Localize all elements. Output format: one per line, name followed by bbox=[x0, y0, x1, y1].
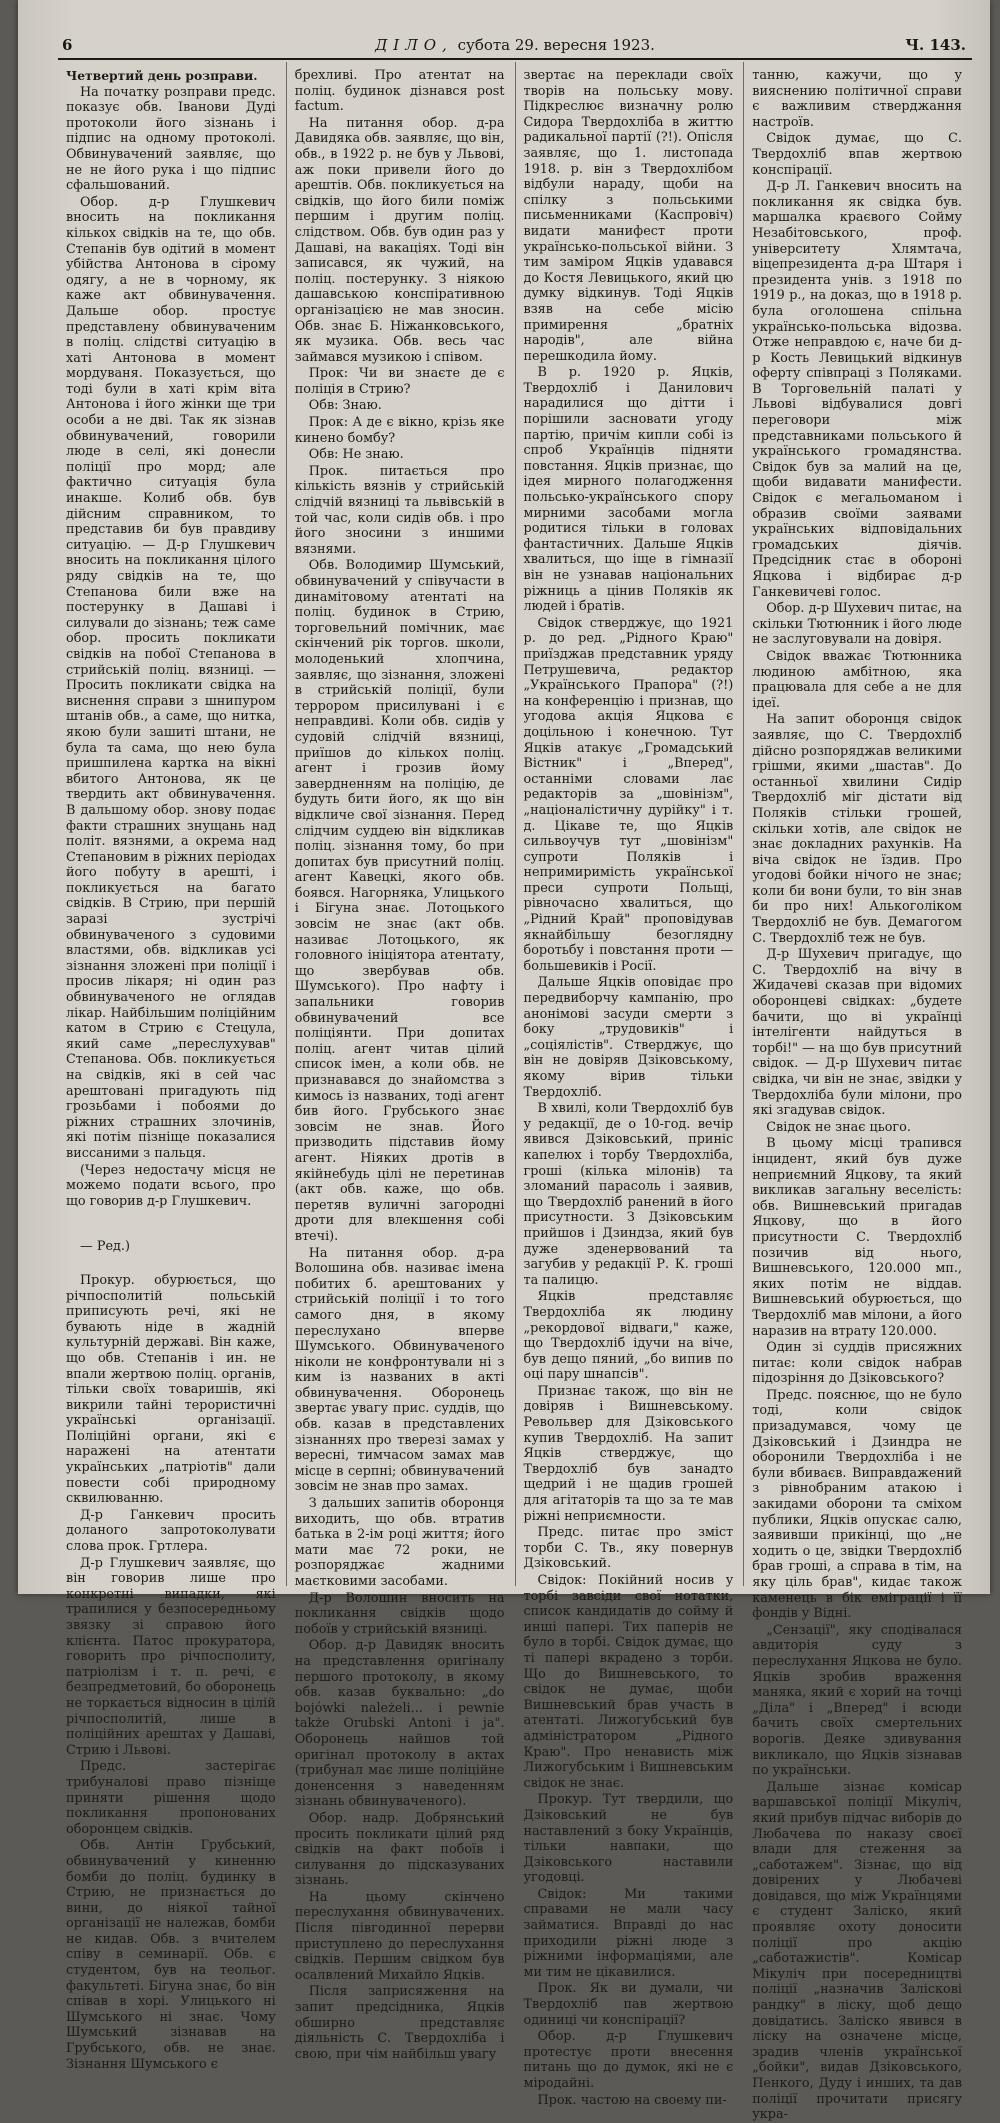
paragraph: Д-р Л. Ганкевич вносить на покликання як свідка був. маршалка краєвого Сойму Незабітовського, проф. університету Хлямтача, віцепрезидента д-ра Штаря і президента унів. з 1918 по 1919 р., на доказ, що в 1918 р. була оголошена спільна українсько-польська відозва. Отже неправдою є, наче би д-р Кость Левицький відкинув оферту співпраці з Поляками. В Торговельній палаті у Львові відбувалися довгі переговори між представниками польського й українського громадянства. Свідок був за малий на це, щоби видавати манифести. Свідок є мегальоманом і образив своїми заявами українських відповідальних громадських діячів. Предсідник стає в обороні Яцкова і відбирає д-р Ганкевичеві голос. bbox=[752, 179, 962, 600]
issue-date: субота 29. вересня 1923. bbox=[457, 36, 655, 54]
paragraph: Д-р Ганкевич просить доланого запротоколувати слова прок. Гртлера. bbox=[66, 1507, 276, 1555]
paragraph: Прокур. обурюється, що річпосполитій польській приписують речі, які не бувають ніде в жадній культурній державі. Він каже, що обв. Степанів і ин. не впали жертвою поліц. органів, тільки своїх товаришів, які викрили тайні терористичні українські організації. Поліційні органи, які є наражені на атентати українських „патріотів" дали повести собі природному сквилюванню. bbox=[66, 1272, 276, 1507]
paragraph: Прок. питається про кількість вязнів у стрийській слідчій вязниці та львівській в той час, коли сидів обв. і про його зносини з иншими вязнями. bbox=[294, 463, 505, 557]
paragraph: Свідок стверджує, що 1921 р. до ред. „Рідного Краю" приїзджав представник уряду Петрушевича, редактор „Українського Прапора" (?!) на конференцію і признав, що угодова акція Яцкова є доцільною і конечною. Тут Яцків атакує „Громадський Вістник" і „Вперед", останніми словами лає редакторів за „шовінізм", „націоналістичну дурійку" і т. д. Цікаве те, що Яцків сильвоучув тут „шовінізм" супроти Поляків і непримиримість української преси супроти Польщі, рівночасно хвалиться, що „Рідний Край" проповідував якнайбільшу безоглядну боротьбу і повстання проти — большевиків і Росії. bbox=[523, 615, 734, 974]
paragraph: Прок. Як ви думали, чи Твердохліб пав жертвою одиниці чи конспірації? bbox=[523, 1981, 734, 2028]
article-columns bbox=[58, 62, 972, 2123]
paragraph: Д-р Волошин вносить на покликання свідків щодо побоїв у стрийській вязниці. bbox=[294, 1590, 505, 1637]
paragraph: Свідок не знає цього. bbox=[766, 1119, 911, 1135]
paragraph: Д-р Глушкевич заявляє, що він говорив лише про конкретні випадки, які трапилися у безпосередньому звязку зі справою його клієнта. Патос прокуратора, говорить про річпосполиту, патріолізм і т. п. речі, є безпредметовий, бо оборонець не торкається відносин в цілій річпосполитій, лише в поліційних арештах у Дашаві, Стрию і Львові. bbox=[66, 1555, 276, 1758]
paragraph: „Сензації", яку сподівалася авдиторія суду з переслухання Яцкова не було. Яцків зробив враження маняка, який є хорий на точці „Діла" і „Вперед" і всюди бачить своїх смертельних ворогів. Деяке здивування викликало, що Яцків зізнавав по українськи. bbox=[752, 1622, 962, 1779]
dialogue-line: Прок: А де є вікно, крізь яке кинено бомбу? bbox=[294, 415, 505, 446]
paragraph: Обор. надр. Добрянський просить покликати цілий ряд свідків на факт побоїв і силування до підсказуваних зізнань. bbox=[294, 1810, 505, 1889]
paragraph: звертає на переклади своїх творів на польську мову. Підкреслює визначну ролю Сидора Твердохліба в життю радикальної партії (?!). Опісля заявляє, що 1. листопада 1918. р. він з Твердохлібом відбули нараду, щоби на спілку з польськими письменниками (Каспровіч) видати манифест проти українсько-польської війни. З тим заміром Яцків удавався до Костя Левицького, який цю думку відкинув. Тоді Яцків взяв на себе місію примирення „братніх народів", але війна перешкодила йому. bbox=[523, 68, 734, 364]
paragraph: Признає також, що він не довіряв і Вишневському. Револьвер для Дзіковського купив Твердохліб. На запит Яцків стверджує, що Твердохліб був занадто щедрий і не щадив грошей для агітаторів та що за те мав ріжні неприємности. bbox=[523, 1383, 734, 1524]
paragraph: Свідок думає, що С. Твердохліб впав жертвою конспірації. bbox=[752, 131, 962, 178]
newspaper-page bbox=[18, 0, 990, 2123]
paragraph: На цьому скінчено переслухання обвинувачених. Після півгодинної перерви приступлено до переслухання свідків. Першим свідком був осалвлений Михайло Яцків. bbox=[294, 1889, 505, 1983]
paragraph: В хвилі, коли Твердохліб був у редакції, де о 10-год. вечір явився Дзіковський, приніс капелюх і торбу Твердохліба, гроші (кілька мілонів) та зломаний парасоль і заявив, що Твердохліб ранений в його присутности. З Дзіковським прийшов і Дзиндза, який був дуже зденервований та загубив у редакції Р. К. гроші та палицю. bbox=[523, 1101, 734, 1288]
paragraph: Один зі суддів присяжних питає: коли свідок набрав підозріння до Дзіковського? bbox=[752, 1340, 962, 1387]
paragraph: Свідок вважає Тютюнника людиною амбітною, яка працювала для себе а не для ідеї. bbox=[752, 648, 962, 711]
editorial-note-end: — Ред.) bbox=[80, 1239, 130, 1255]
paragraph: Яцків представляє Твердохліба як людину „рекордової відваги," каже, що Твердохліб ідучи на віче, був дещо пяний, „бо випив по оці пару шнапсів". bbox=[523, 1289, 734, 1383]
column-3 bbox=[516, 62, 745, 2108]
paragraph: брехливі. Про атентат на поліц. будинок дізнався post factum. bbox=[294, 68, 505, 115]
paragraph: Свідок: Покійний носив у торбі завсіди свої нотатки, список кандидатів до сойму й инші папері. Тих паперів не було в торбі. Свідок думає, що ті папері вкрадено з торби. Що до Вишневського, то свідок не думає, щоби Вишневський брав участь в атентаті. Лижогубський був адміністратором „Рідного Краю". Про ненависть між Лижогубським і Вишневським свідок не знає. bbox=[523, 1573, 734, 1791]
newspaper-title: ДІЛО, bbox=[375, 36, 453, 54]
dialogue-line: Обв: Знаю. bbox=[308, 398, 382, 414]
paragraph: Обор. д-р Глушкевич вносить на покликання кількох свідків на те, що обв. Степанів був одітий в момент убійства Антонова в сірому одягу, а не в чорному, як каже акт обвинувачення. Дальше обор. простує представлену обвинуваченим в поліц. слідстві ситуацію в хаті Антонова в момент мордуваня. Показується, що тоді були в хаті крім віта Антонова і його жінки ще три особи а не дві. Так як зізнав обвинувачений, говорили люде в селі, які донесли поліції про морд; але фактично ситуація була инакше. Колиб обв. був дійсним справником, то представив би був правдиву ситуацію. — Д-р Глушкевич вносить на покликання цілого ряду свідків на те, що Степанова били вже на постерунку в Дашаві і силували до зізнань; теж саме обор. просить покликати свідків на побої Степанова в стрийській поліц. вязниці. — Просить покликати свідка на виснення справи з шнипуром штанів обв., а саме, що нитка, якою були зашиті штани, не була та сама, що нею була пришпилена картка на вікні вбитого Антонова, як це твердить акт обвинувачення. В дальшому обор. знову подає факти страшних знущань над політ. вязнями, а окрема над Степановим в ріжних періодах його побуту в арешті, і покликується на багато свідків. В Стрию, при першій заразі зустрічі обвинуваченого з судовими властями, обв. відкликав усі зізнання зложені при поліції і просив лікаря; ні один раз обвинуваченого не оглядав лікар. Найбільшим поліційним катом в Стрию є Стецула, який саме „переслухував" Степанова. Обв. покликується на свідків, які в сей час арештовані пригадують під грозьбами і побоями до ріжних страшних злочинів, які потім пізніще показалися виссаними з пальця. bbox=[66, 194, 276, 1161]
paragraph: Обор. д-р Глушкевич протестує проти внесення питань що до думок, які не є міродайні. bbox=[523, 2029, 734, 2091]
section-heading: Четвертий день розправи. bbox=[66, 68, 258, 83]
column-4 bbox=[744, 62, 972, 2123]
paragraph: Свідок: Ми такими справами не мали часу займатися. Вправді до нас приходили ріжні люде з ріжними інформаціями, але ми тим не цікавилися. bbox=[523, 1886, 734, 1980]
dialogue-line: Обв: Не знаю. bbox=[308, 447, 404, 463]
paragraph: На питання обор. д-ра Волошина обв. називає імена побитих б. арештованих у стрийській поліції і то того самого дня, в якому переслухано вперве Шумського. Обвинуваченого ніколи не конфронтували ні з ким із названих в акті обвинувачення. Оборонець звертає увагу прис. суддів, що обв. казав в представлених зізнаннях про тверезі замах у вересні, тимчасом замах мав місце в серпні; обвинувачений зовсім не знав про замах. bbox=[294, 1245, 505, 1495]
paragraph: В р. 1920 р. Яцків, Твердохліб і Данилович нарадилися що дітти і порішили засновати угоду партію, причім кипли собі із спроб Українців підняти повстання. Яцків признає, що ідея мирного полагодження польсько-українського спору мирними засобами могла родитися тільки в головах фантастичних. Дальше Яцків хвалиться, що іще в гімназії він не узнавав національних ріжниць а цінив Поляків як людей і братів. bbox=[523, 365, 734, 615]
paragraph: Обор. д-р Шухевич питає, на скільки Тютюнник і його люде не заслуговували на довіря. bbox=[752, 601, 962, 648]
paragraph: З дальших запитів оборонця виходить, що обв. втратив батька в 2-ім році життя; його мати має 72 роки, не розпоряджає жадними маєтковими засобами. bbox=[294, 1496, 505, 1589]
paragraph: Предс. застерігає трибуналові право пізніще приняти рішення щодо покликання пропонованих оборонцем свідків. bbox=[66, 1759, 276, 1837]
paragraph: танню, кажучи, що у вияснению політичної справи є важливим стверджання настроїв. bbox=[752, 68, 962, 130]
paragraph: Предс. пояснює, що не було тоді, коли свідок призадумався, чому це Дзіковський і Дзиндра не оборонили Твердохліба і не були вбиваєв. Виправдажений з рівнобраним атакою і закидами оборони та сміхом публики, Яцків опускає салю, заявивши прикінці, що „не ходить о це, звідки Твердохліб брав гроші, а справа в тім, на яку ціль брав", кидає також каменець в бік еміграції і її фондів у Відні. bbox=[752, 1387, 962, 1622]
paragraph: Обв. Антін Грубський, обвинувачений у киненню бомби до поліц. будинку в Стрию, не признається до вини, до ніякої тайної організації не належав, бомби не кидав. Обв. з вчителем співу в семинарії. Обв. є студентом, був на теольог. факультеті. Бігуна знає, бо він співав в хорі. Улицького ні Шумського ні знає. Чому Шумський зізнавав на Грубського, обв. не знає. Зізнання Шумського є bbox=[66, 1838, 276, 2072]
masthead-center bbox=[58, 36, 972, 54]
issue-number: Ч. 143. bbox=[905, 36, 966, 54]
paragraph: На початку розправи предс. показує обв. Іванови Дуді протоколи його зізнань і підпис на одному протоколі. Обвинувачений заявляє, що не не його рука і що підпис сфальшований. bbox=[66, 84, 276, 194]
paragraph: В цьому місці трапився інцидент, який був дуже неприємний Яцкову, та який викликав загальну веселість: обв. Вишневський пригадав Яцкову, що в його присутности С. Твердохліб позичив від нього, Вишневського, 120.000 мп., яких потім не віддав. Вишневський обурюється, що Твердохліб мав мілони, а його наразив на втрату 120.000. bbox=[752, 1136, 962, 1339]
dialogue-line: Прок: Чи ви знаєте де є поліція в Стрию? bbox=[294, 366, 505, 397]
column-1 bbox=[58, 62, 287, 2072]
editorial-note: (Через недостачу місця не можемо подати всього, про що говорив д-р Глушкевич. bbox=[66, 1162, 276, 1209]
paragraph: На питання обор. д-ра Давидяка обв. заявляє, що він, обв., в 1922 р. не був у Львові, аж поки привели його до арештів. Обв. покликується на свідків, що його били поміж першим і другим поліц. слідством. Обв. був один раз у Дашаві, на вакаціях. Тоді він записався, як чужий, на поліц. постерунку. З ніякою дашавською конспіративною організацією не мав зносин. Обв. знає Б. Ніжанковського, як музика. Обв. весь час займався музикою і співом. bbox=[294, 115, 505, 365]
paragraph: Дальше зізнає комісар варшавської поліції Мікуліч, який прибув підчас виборів до Любачева по наказу своєї влади для стеження за „саботажем". Зізнає, що від довірених у Любачеві довідався, що між Українцями є студент Заліско, який проявляє охоту доносити поліції про акцію „саботажистів". Комісар Мікуліч при посередництві поліції „назначив Заліскові рандку" в ліску, щоб дещо довідатись. Заліско явився в ліску на означене місце, зрадив членів української „бойки", видав Дзіковського, Пенкого, Дуду і инших, та дав поліції прочитати присягу укра- bbox=[752, 1779, 962, 2123]
paragraph: Прокур. Тут твердили, що Дзіковський не був наставлений з боку Українців, тільки навпаки, що Дзіковського наставили угодовці. bbox=[523, 1792, 734, 1886]
paragraph: Предс. питає про зміст торби С. Тв., яку повернув Дзіковський. bbox=[523, 1525, 734, 1572]
column-2 bbox=[287, 62, 516, 2062]
paragraph: Дальше Яцків оповідає про передвиборчу кампанію, про анонімові засуди смерти з боку „трудовиків" і „соціялістів". Стверджує, що він не довіряв Дзіковському, якому вірив тільки Твердохліб. bbox=[523, 975, 734, 1100]
paragraph: На запит оборонця свідок заявляє, що С. Твердохліб дійсно розпоряджав великими грішми, якими „шастав". До останньої хвилини Сидір Твердохліб міг дістати від Поляків стільки грошей, скільки хотів, але свідок не знає докладних рахунків. На віча свідок не їздив. Про угодові бойки нічого не знає; коли би вони були, то він знав би про них! Алькоголіком Твердохліб не був. Демагогом С. Твердохліб теж не був. bbox=[752, 712, 962, 946]
paragraph: Обв. Володимир Шумський, обвинувачений у співучасти в динамітовому атентаті на поліц. будинок в Стрию, торговельний помічник, має скінчений рік торгов. школи, молоденький хлопчина, заявляє, що зізнання, зложені в стрийській поліції, були террором присилувані і є неправдиві. Коли обв. сидів у судовій слідчій вязниці, приїшов до кількох поліц. агент і грозив йому завердненням на поліцію, де будуть бити його, як що він відкличе свої зізнання. Перед слідчим суддею він відкликав поліц. зізнання тому, бо при допитах був присутний поліц. агент Кавецкі, якого обв. боявся. Нагорняка, Улицького і Бігуна знає. Лотоцького зовсім не знає (акт обв. називає Лотоцького, як головного ініціятора атентату, що звербував обв. Шумського). Про нафту і запальники говорив обвинувачений все поліціянти. При допитах поліц. агент читав цілий список імен, а коли обв. не признавався до знайомства з кимось із названих, тоді агент бив його. Грубського знає зовсім не знав. Його призводить підставив йому агент. Ніяких дротів в якійнебудь цілі не перетинав (акт обв. каже, що обв. перетяв вуличні загородні дроти для влекшення собі втечі). bbox=[294, 558, 505, 1244]
paragraph: Д-р Шухевич пригадує, що С. Твердохліб на вічу в Жидачеві сказав при відомих оборонцеві свідках: „будете бачити, що ві українці інтелігенти найдуться в торбі!" — на що був присутний свідок. — Д-р Шухевич питає свідка, чи він не знає, звідки у Твердохліба були мілони, про які згадував свідок. bbox=[752, 947, 962, 1119]
page-number: 6 bbox=[62, 36, 73, 54]
masthead bbox=[58, 34, 972, 60]
paragraph: Обор. д-р Давидяк вносить на представлення оригіналу першого протоколу, в якому обв. казав буквально: „do bojówki należeli... i pewnie także Orubski Antoni i ja". Оборонець найшов той оригінал протоколу в актах (трибунал має лише поліційне доненсення з наведенням зізнань обвинуваченого). bbox=[294, 1638, 505, 1810]
paragraph: Після заприсяження на запит предсідника, Яцків обширно представляє діяльність С. Твердохліба і свою, при чім найбільш увагу bbox=[294, 1984, 505, 2062]
paragraph: Прок. частою на своему пи- bbox=[537, 2092, 727, 2108]
